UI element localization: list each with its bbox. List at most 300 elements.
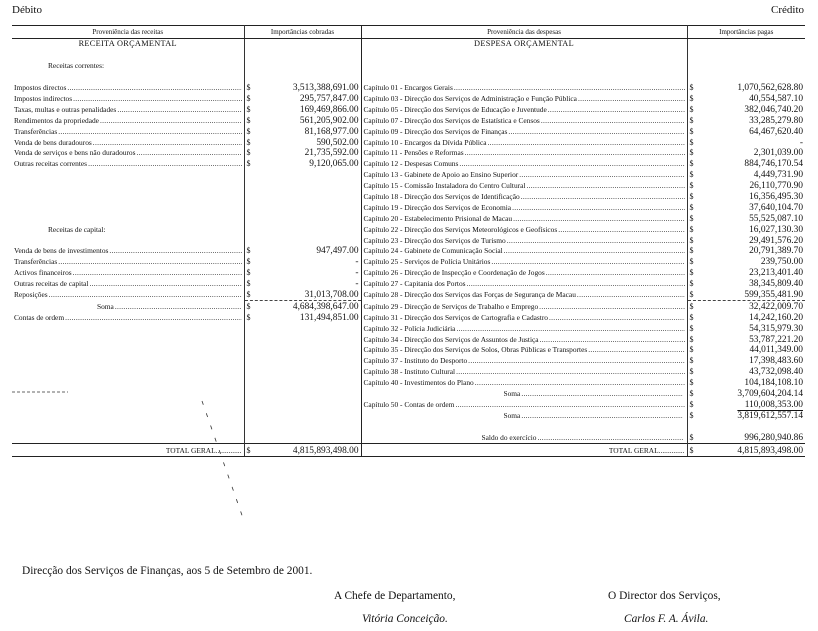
despesa-amount [687, 323, 805, 334]
row-label: Capítulo 32 - Polícia Judiciária [363, 323, 456, 333]
ledger-row [12, 148, 805, 159]
row-label: Outras receitas correntes [14, 159, 88, 169]
empty-cell [244, 181, 361, 192]
despesa-label [361, 137, 687, 148]
despesa-label [361, 378, 687, 389]
empty-cell [244, 50, 361, 61]
empty-cell [12, 202, 244, 213]
leader-dots [507, 236, 685, 246]
amount-value: 2,301,039.00 [753, 148, 803, 159]
amount-value: - [799, 137, 803, 148]
ledger-row [12, 235, 805, 246]
place-date: Direcção dos Serviços de Finanças, aos 5 de Setembro de 2001. [22, 565, 313, 577]
ledger-row [12, 268, 805, 279]
row-label: Outras receitas de capital [14, 279, 89, 289]
despesa-amount [687, 126, 805, 137]
empty-cell [361, 72, 687, 83]
empty-cell [244, 323, 361, 334]
row-label: Capítulo 19 - Direcção dos Serviços de Economia [363, 202, 512, 212]
despesa-amount [687, 356, 805, 367]
receita-label [12, 126, 244, 137]
despesa-amount [687, 257, 805, 268]
despesa-label [361, 268, 687, 279]
leader-dots [491, 257, 684, 267]
currency-sign: $ [689, 181, 694, 191]
amount-value: 590,502.00 [316, 137, 359, 148]
row-label: Saldo do exercício [481, 432, 537, 442]
subsection-title: Receitas de capital: [48, 224, 106, 234]
despesa-label [361, 148, 687, 159]
amount-value: 81,168,977.00 [304, 126, 359, 137]
despesa-label [361, 213, 687, 224]
empty-cell [12, 367, 244, 378]
row-label: Capítulo 29 - Direcção de Serviços de Trabalho e Emprego [363, 301, 539, 311]
receita-label [12, 137, 244, 148]
leader-dots [454, 83, 685, 93]
amount-value: 43,732,098.40 [749, 367, 803, 378]
ledger-row [12, 345, 805, 356]
despesa-amount [687, 345, 805, 356]
despesa-label [361, 93, 687, 104]
empty-cell [687, 61, 805, 72]
ledger-row [12, 115, 805, 126]
despesa-label [361, 399, 687, 410]
row-label: Capítulo 26 - Direcção de Inspecção e Coordenação de Jogos [363, 268, 545, 278]
amount-value: 54,315,979.30 [749, 323, 803, 334]
despesa-amount [687, 115, 805, 126]
leader-dots [539, 302, 684, 312]
row-label: Capítulo 31 - Direcção dos Serviços de Cartografia e Cadastro [363, 312, 549, 322]
amount-value: 55,525,087.10 [749, 213, 803, 224]
amount-value: 20,791,389.70 [749, 246, 803, 257]
leader-dots [93, 138, 242, 148]
receita-amount [244, 115, 361, 126]
despesa-label [361, 356, 687, 367]
receita-amount [244, 246, 361, 257]
row-label: Capítulo 10 - Encargos da Dívida Pública [363, 137, 487, 147]
row-label: Activos financeiros [14, 268, 72, 278]
receita-label [12, 104, 244, 115]
leader-dots: .............. [215, 445, 242, 455]
leader-dots [519, 170, 684, 180]
receita-amount [244, 104, 361, 115]
ledger-row [12, 181, 805, 192]
currency-sign: $ [689, 312, 694, 322]
leader-dots [468, 356, 684, 366]
row-label: Capítulo 34 - Direcção dos Serviços de Assuntos de Justiça [363, 334, 539, 344]
currency-sign: $ [246, 301, 251, 311]
amount-value: 14,242,160.20 [749, 312, 803, 323]
amount-value: 38,345,809.40 [749, 279, 803, 290]
currency-sign: $ [689, 93, 694, 103]
currency-sign: $ [689, 126, 694, 136]
empty-cell [12, 191, 244, 202]
receita-label [12, 115, 244, 126]
leader-dots [467, 279, 685, 289]
soma-receitas-amount [244, 301, 361, 312]
currency-sign: $ [689, 224, 694, 234]
leader-dots [73, 268, 242, 278]
leader-dots [459, 159, 684, 169]
ledger-row [12, 137, 805, 148]
ledger-row [12, 301, 805, 312]
ledger-row [12, 50, 805, 61]
amount-value: 996,280,940.86 [744, 432, 803, 443]
despesa-label [361, 126, 687, 137]
despesa-amount [687, 104, 805, 115]
amount-value: 53,787,221.20 [749, 334, 803, 345]
despesa-label [361, 159, 687, 170]
currency-sign: $ [689, 235, 694, 245]
despesa-amount [687, 334, 805, 345]
ledger-row [12, 224, 805, 235]
currency-sign: $ [689, 213, 694, 223]
despesa-amount [687, 235, 805, 246]
leader-dots [508, 127, 684, 137]
empty-cell [687, 421, 805, 432]
receita-label [12, 93, 244, 104]
despesa-amount [687, 83, 805, 94]
currency-sign: $ [689, 445, 694, 455]
currency-sign: $ [689, 334, 694, 344]
col-header-despesas: Proveniência das despesas [361, 26, 687, 39]
empty-cell [361, 421, 687, 432]
currency-sign: $ [689, 323, 694, 333]
despesa-amount [687, 93, 805, 104]
despesa-label [361, 312, 687, 323]
empty-cell [244, 367, 361, 378]
ledger-row [12, 104, 805, 115]
row-label: Capítulo 25 - Serviços de Polícia Unitários [363, 257, 491, 267]
empty-cell [361, 61, 687, 72]
row-label: Soma [503, 410, 521, 420]
amount-value: 4,815,893,498.00 [292, 445, 359, 456]
currency-sign: $ [689, 137, 694, 147]
receita-label [12, 246, 244, 257]
currency-sign: $ [246, 312, 251, 322]
total-receitas-amount [244, 443, 361, 456]
amount-value: 32,422,009.70 [749, 301, 803, 312]
row-label: Capítulo 11 - Pensões e Reformas [363, 148, 464, 158]
empty-cell [12, 170, 244, 181]
despesa-label [361, 115, 687, 126]
leader-dots [521, 192, 685, 202]
col-header-pagas: Importâncias pagas [687, 26, 805, 39]
despesa-amount [687, 224, 805, 235]
empty-cell [244, 170, 361, 181]
empty-cell [244, 410, 361, 421]
receita-label [12, 148, 244, 159]
row-label: Taxas, multas e outras penalidades [14, 104, 117, 114]
currency-sign: $ [689, 279, 694, 289]
leader-dots [456, 324, 684, 334]
row-label: Capítulo 18 - Direcção dos Serviços de Identificação [363, 191, 520, 201]
currency-sign: $ [689, 410, 694, 420]
leader-dots [109, 246, 241, 256]
leader-dots [456, 367, 684, 377]
row-label: Venda de bens de investimentos [14, 246, 109, 256]
empty-cell [244, 345, 361, 356]
leader-dots [58, 257, 241, 267]
signatory-role-right: O Director dos Serviços, [608, 590, 721, 602]
despesa-amount [687, 378, 805, 389]
section-title: DESPESA ORÇAMENTAL [474, 39, 574, 49]
ledger-row [12, 213, 805, 224]
leader-dots [488, 138, 685, 148]
ledger-row [12, 323, 805, 334]
despesa-label [361, 301, 687, 312]
despesa-label [361, 289, 687, 300]
despesa-amount [687, 181, 805, 192]
receita-amount [244, 279, 361, 290]
amount-value: 3,513,388,691.00 [292, 83, 359, 94]
amount-value: - [355, 257, 359, 268]
row-label: Capítulo 01 - Encargos Gerais [363, 83, 453, 93]
amount-value: 4,815,893,498.00 [737, 445, 803, 456]
currency-sign: $ [689, 159, 694, 169]
empty-cell [244, 399, 361, 410]
leader-dots [538, 433, 683, 443]
despesa-label [361, 170, 687, 181]
despesa-amount [687, 202, 805, 213]
receita-amount [244, 289, 361, 300]
ledger-row [12, 126, 805, 137]
empty-cell [687, 72, 805, 83]
ledger-row [12, 367, 805, 378]
amount-value: 110,008,353.00 [744, 399, 803, 410]
amount-value: 599,355,481.90 [744, 289, 803, 300]
section-title: RECEITA ORÇAMENTAL [78, 39, 177, 49]
leader-dots [58, 127, 241, 137]
row-label: Venda de bens duradouros [14, 137, 92, 147]
amount-value: 4,684,398,647.00 [292, 301, 359, 312]
saldo-amount [687, 432, 805, 443]
despesa-amount [687, 148, 805, 159]
leader-dots [49, 290, 242, 300]
currency-sign: $ [689, 356, 694, 366]
despesa-amount [687, 137, 805, 148]
ledger-row [12, 356, 805, 367]
ledger-row [12, 191, 805, 202]
soma-despesas-label [361, 389, 687, 400]
despesa-label [361, 367, 687, 378]
currency-sign: $ [246, 104, 251, 114]
currency-sign: $ [689, 115, 694, 125]
leader-dots [89, 279, 241, 289]
empty-cell [12, 235, 244, 246]
row-label: Transferências [14, 126, 58, 136]
row-label: Capítulo 23 - Direcção dos Serviços de Turismo [363, 235, 506, 245]
currency-sign: $ [246, 279, 251, 289]
amount-value: - [355, 268, 359, 279]
row-label: Impostos directos [14, 83, 67, 93]
currency-sign: $ [689, 289, 694, 299]
leader-dots [526, 181, 684, 191]
soma-receitas-label [12, 301, 244, 312]
row-label: Soma [503, 388, 521, 398]
despesa-label [361, 181, 687, 192]
leader-dots [541, 116, 685, 126]
leader-dots [137, 148, 242, 158]
row-label: Capítulo 20 - Estabelecimento Prisional de Macau [363, 213, 513, 223]
soma-despesas-amount [687, 410, 805, 421]
leader-dots: .............. [658, 445, 685, 455]
amount-value: 561,205,902.00 [299, 115, 359, 126]
ledger-row [12, 170, 805, 181]
leader-dots [549, 313, 684, 323]
receita-label [12, 279, 244, 290]
amount-value: 31,013,708.00 [304, 289, 359, 300]
row-label: Capítulo 12 - Despesas Comuns [363, 159, 459, 169]
currency-sign: $ [246, 83, 251, 93]
empty-cell [244, 61, 361, 72]
receita-label [12, 83, 244, 94]
row-label: Capítulo 13 - Gabinete de Apoio ao Ensino Superior [363, 170, 519, 180]
currency-sign: $ [689, 257, 694, 267]
currency-sign: $ [689, 191, 694, 201]
row-label: Capítulo 09 - Direcção dos Serviços de Finanças [363, 126, 508, 136]
empty-cell [244, 334, 361, 345]
amount-value: 21,735,592.00 [304, 148, 359, 159]
row-label: Soma [97, 301, 114, 311]
ledger-row [12, 312, 805, 323]
despesa-amount [687, 191, 805, 202]
amount-value: 23,213,401.40 [749, 268, 803, 279]
row-label: Impostos indirectos [14, 93, 73, 103]
despesa-label [361, 224, 687, 235]
amount-value: 4,449,731.90 [753, 170, 803, 181]
debit-heading: Débito [12, 4, 42, 16]
empty-cell [244, 356, 361, 367]
amount-value: 3,819,612,557.14 [737, 410, 803, 421]
currency-sign: $ [689, 367, 694, 377]
currency-sign: $ [689, 83, 694, 93]
amount-value: 9,120,065.00 [309, 159, 359, 170]
currency-sign: $ [246, 148, 251, 158]
empty-cell [244, 213, 361, 224]
receita-amount [244, 312, 361, 323]
despesa-label [361, 345, 687, 356]
section-heading-receita [12, 39, 244, 50]
despesa-amount [687, 213, 805, 224]
currency-sign: $ [246, 268, 251, 278]
empty-cell [687, 39, 805, 50]
row-label: Venda de serviços e bens não duradouros [14, 148, 136, 158]
ledger-row [12, 93, 805, 104]
receita-label [12, 312, 244, 323]
leader-dots [455, 400, 684, 410]
ledger-row [12, 378, 805, 389]
row-label: Capítulo 37 - Instituto do Desporto [363, 356, 468, 366]
leader-dots [546, 268, 685, 278]
amount-value: 3,709,604,204.14 [737, 388, 803, 399]
amount-value: 239,750.00 [760, 257, 803, 268]
empty-cell [244, 224, 361, 235]
ledger-row [12, 159, 805, 170]
receita-amount [244, 159, 361, 170]
despesa-label [361, 323, 687, 334]
despesa-label [361, 279, 687, 290]
amount-value: 382,046,740.20 [744, 104, 803, 115]
currency-sign: $ [689, 148, 694, 158]
currency-sign: $ [689, 432, 694, 442]
currency-sign: $ [246, 159, 251, 169]
ledger-row [12, 334, 805, 345]
currency-sign: $ [246, 93, 251, 103]
row-label: Capítulo 15 - Comissão Instaladora do Centro Cultural [363, 181, 526, 191]
leader-dots [73, 94, 241, 104]
soma-despesas-label [361, 410, 687, 421]
despesa-label [361, 202, 687, 213]
empty-cell [244, 191, 361, 202]
ledger-row [12, 61, 805, 72]
leader-dots [548, 105, 685, 115]
leader-dots [540, 335, 685, 345]
empty-cell [12, 72, 244, 83]
leader-dots [558, 225, 684, 235]
currency-sign: $ [246, 257, 251, 267]
empty-cell [12, 323, 244, 334]
section-heading-despesa [361, 39, 687, 50]
currency-sign: $ [689, 301, 694, 311]
empty-cell [12, 334, 244, 345]
leader-dots [512, 203, 684, 213]
leader-dots [577, 290, 685, 300]
ledger-row [12, 202, 805, 213]
despesa-label [361, 235, 687, 246]
amount-value: 169,469,866.00 [299, 104, 359, 115]
despesa-amount [687, 399, 805, 410]
signatory-name-right: Carlos F. A. Ávila. [624, 613, 709, 625]
despesa-label [361, 104, 687, 115]
amount-value: 295,757,847.00 [299, 93, 359, 104]
despesa-amount [687, 312, 805, 323]
col-header-receitas: Proveniência das receitas [12, 26, 244, 39]
row-label: Capítulo 07 - Direcção dos Serviços de Estatística e Censos [363, 115, 540, 125]
empty-cell [12, 213, 244, 224]
currency-sign: $ [246, 246, 251, 256]
row-label: Capítulo 50 - Contas de ordem [363, 399, 455, 409]
ledger-row [12, 83, 805, 94]
row-label: Capítulo 38 - Instituto Cultural [363, 367, 456, 377]
row-label: Capítulo 35 - Direcção dos Serviços de Solos, Obras Públicas e Transportes [363, 345, 588, 355]
leader-dots [100, 116, 242, 126]
leader-dots [578, 94, 685, 104]
amount-value: 29,491,576.20 [749, 235, 803, 246]
ledger-row [12, 39, 805, 50]
receita-label [12, 268, 244, 279]
amount-value: 1,070,562,628.80 [737, 83, 803, 94]
amount-value: 884,746,170.54 [744, 159, 803, 170]
signatory-role-left: A Chefe de Departamento, [334, 590, 456, 602]
empty-cell [244, 39, 361, 50]
despesa-label [361, 191, 687, 202]
currency-sign: $ [689, 202, 694, 212]
currency-sign: $ [689, 170, 694, 180]
amount-value: 17,398,483.60 [749, 356, 803, 367]
total-label: TOTAL GERAL [165, 445, 216, 455]
empty-cell [244, 378, 361, 389]
receita-amount [244, 268, 361, 279]
receita-label [12, 257, 244, 268]
leader-dots [513, 214, 684, 224]
row-label: Reposições [14, 290, 48, 300]
ledger-row [12, 72, 805, 83]
saldo-label [361, 432, 687, 443]
empty-cell [361, 50, 687, 61]
amount-value: 37,640,104.70 [749, 202, 803, 213]
amount-value: 26,110,770.90 [749, 181, 803, 192]
